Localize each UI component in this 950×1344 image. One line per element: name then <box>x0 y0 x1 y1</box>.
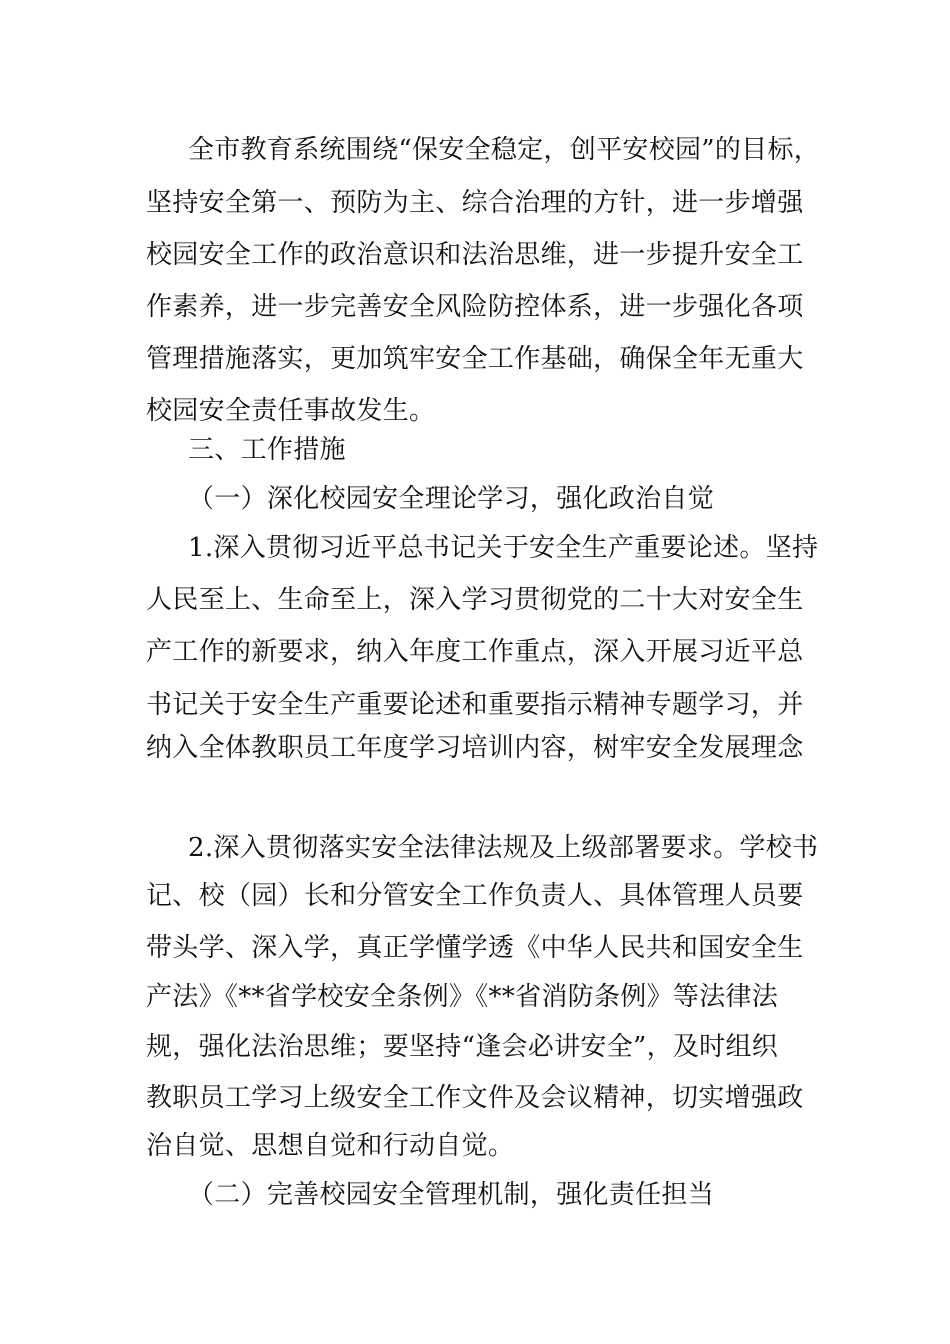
item-one-line-4: 书记关于安全生产重要论述和重要指示精神专题学习，并 <box>146 690 804 720</box>
item-two-line-4: 产法》《**省学校安全条例》《**省消防条例》等法律法 <box>146 982 779 1012</box>
item-two-line-6: 教职员工学习上级安全工作文件及会议精神，切实增强政 <box>146 1083 804 1113</box>
section-heading-work-measures: 三、工作措施 <box>188 435 346 465</box>
goal-paragraph-line-5: 管理措施落实，更加筑牢安全工作基础，确保全年无重大 <box>146 344 804 374</box>
item-two-line-1: 2.深入贯彻落实安全法律法规及上级部署要求。学校书 <box>188 833 819 863</box>
goal-paragraph-line-4: 作素养，进一步完善安全风险防控体系，进一步强化各项 <box>146 292 804 322</box>
item-one-line-1: 1.深入贯彻习近平总书记关于安全生产重要论述。坚持 <box>188 533 819 563</box>
goal-paragraph-line-6: 校园安全责任事故发生。 <box>146 396 436 426</box>
item-two-line-5: 规，强化法治思维；要坚持“逢会必讲安全”，及时组织 <box>146 1032 779 1062</box>
item-one-line-5: 纳入全体教职员工年度学习培训内容，树牢安全发展理念 <box>146 733 804 763</box>
item-one-line-2: 人民至上、生命至上，深入学习贯彻党的二十大对安全生 <box>146 585 804 615</box>
goal-paragraph-line-2: 坚持安全第一、预防为主、综合治理的方针，进一步增强 <box>146 188 804 218</box>
item-two-line-2: 记、校（园）长和分管安全工作负责人、具体管理人员要 <box>146 881 804 911</box>
item-one-line-3: 产工作的新要求，纳入年度工作重点，深入开展习近平总 <box>146 637 804 667</box>
item-two-line-3: 带头学、深入学，真正学懂学透《中华人民共和国安全生 <box>146 933 804 963</box>
goal-paragraph-line-3: 校园安全工作的政治意识和法治思维，进一步提升安全工 <box>146 240 804 270</box>
subsection-heading-two: （二）完善校园安全管理机制，强化责任担当 <box>188 1180 715 1210</box>
goal-paragraph-line-1: 全市教育系统围绕“保安全稳定，创平安校园”的目标， <box>188 135 821 165</box>
item-two-line-7: 治自觉、思想自觉和行动自觉。 <box>146 1131 515 1161</box>
subsection-heading-one: （一）深化校园安全理论学习，强化政治自觉 <box>188 484 715 514</box>
